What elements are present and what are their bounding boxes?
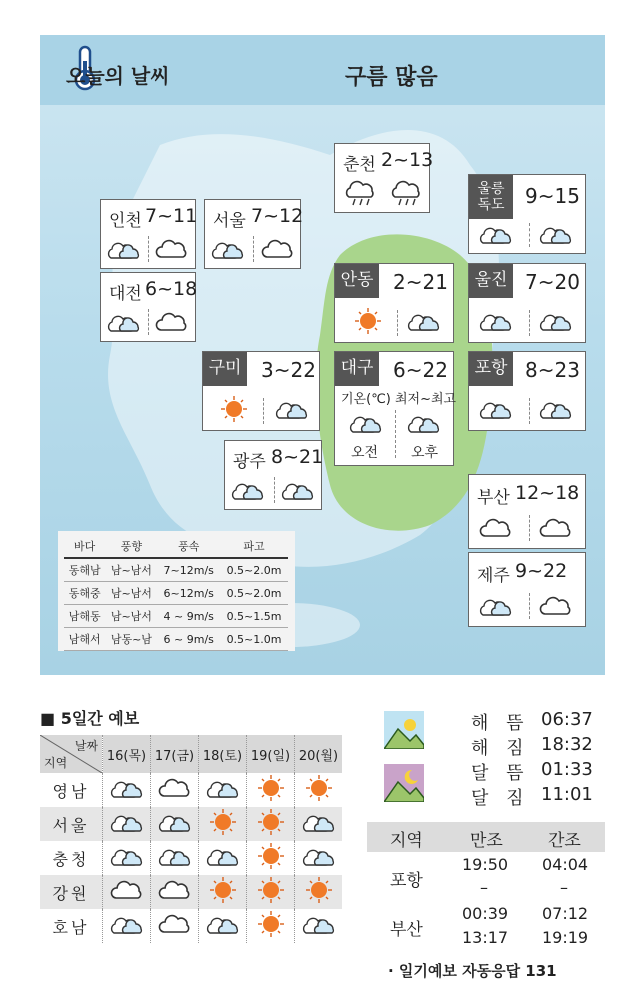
tide-header-low: 간조 — [548, 831, 581, 851]
table-cell: 0.5~1.0m — [220, 628, 288, 651]
city-temp: 7~20 — [525, 270, 580, 294]
partly-cloudy-icon — [107, 236, 141, 262]
partly-cloudy-icon — [407, 308, 441, 334]
partly-cloudy-icon — [302, 809, 336, 835]
day-header: 19(일) — [247, 735, 295, 773]
forecast-title: ■ 5일간 예보 — [40, 709, 140, 728]
table-row — [64, 558, 288, 582]
corner-header — [40, 735, 103, 773]
city-card-andong — [334, 263, 454, 343]
city-name: 부산 — [477, 488, 510, 508]
city-name: 서울 — [213, 211, 246, 231]
am-label: 오전 — [351, 445, 379, 461]
moonset-label: 달 짐 — [471, 788, 530, 809]
partly-cloudy-icon — [479, 221, 513, 247]
table-cell: 6 ~ 9m/s — [157, 628, 220, 651]
city-temp: 3~22 — [261, 358, 316, 382]
sun-icon — [254, 911, 288, 937]
partly-cloudy-icon — [206, 911, 240, 937]
region-name: 충청 — [52, 849, 90, 869]
cloud-icon — [158, 877, 192, 903]
day-header: 20(월) — [295, 735, 343, 773]
partly-cloudy-icon — [539, 308, 573, 334]
partly-cloudy-icon — [539, 221, 573, 247]
city-name: 대전 — [109, 284, 142, 304]
cloud-icon — [155, 236, 189, 262]
forecast-row — [40, 807, 342, 841]
partly-cloudy-icon — [206, 843, 240, 869]
table-row — [64, 628, 288, 651]
tide-header-region: 지역 — [390, 831, 423, 851]
sun-icon — [206, 809, 240, 835]
city-card-daegu — [334, 351, 457, 466]
table-cell: 동해남 — [64, 558, 105, 582]
day-header: 16(목) — [103, 735, 151, 773]
partly-cloudy-icon — [479, 396, 513, 422]
city-temp: 6~22 — [393, 358, 448, 382]
table-cell: 남동~남 — [105, 628, 157, 651]
cloud-icon — [539, 515, 573, 541]
sun-icon — [254, 809, 288, 835]
sunrise-icon — [384, 711, 424, 749]
city-name: 울릉 독도 — [469, 175, 513, 219]
partly-cloudy-icon — [302, 911, 336, 937]
partly-cloudy-icon — [110, 911, 144, 937]
forecast-row — [40, 773, 342, 807]
tide-header-high: 만조 — [470, 831, 503, 851]
five-day-forecast-table — [40, 735, 342, 943]
city-name: 안동 — [335, 264, 379, 298]
forecast-row — [40, 909, 342, 943]
partly-cloudy-icon — [479, 593, 513, 619]
tide-high-1: 00:39 — [462, 904, 509, 923]
temp-legend: 기온(℃) 최저~최고 — [341, 392, 457, 407]
table-cell: 6~12m/s — [157, 582, 220, 605]
tide-low-1: 07:12 — [542, 904, 589, 923]
partly-cloudy-icon — [349, 410, 383, 436]
city-temp: 9~15 — [525, 184, 580, 208]
city-name: 제주 — [477, 566, 510, 586]
city-temp: 6~18 — [145, 278, 198, 300]
cloud-icon — [158, 775, 192, 801]
partly-cloudy-icon — [539, 396, 573, 422]
sky-condition: 구름 많음 — [345, 65, 438, 90]
city-temp: 2~13 — [381, 149, 434, 171]
header-cell: 풍속 — [157, 535, 220, 558]
city-temp: 9~22 — [515, 560, 568, 582]
sunrise-time: 06:37 — [541, 709, 593, 730]
moonrise-label: 달 뜸 — [471, 763, 530, 784]
cloud-icon — [479, 515, 513, 541]
city-name: 춘천 — [343, 155, 376, 175]
city-card-gwangju — [224, 440, 322, 510]
partly-cloudy-icon — [110, 809, 144, 835]
cloud-icon — [110, 877, 144, 903]
partly-cloudy-icon — [107, 309, 141, 335]
city-temp: 8~21 — [271, 446, 324, 468]
tide-high-1: 19:50 — [462, 855, 509, 874]
table-cell: 0.5~2.0m — [220, 558, 288, 582]
cloud-icon — [158, 911, 192, 937]
tide-region: 부산 — [390, 920, 423, 940]
cloud-icon — [261, 236, 295, 262]
region-name: 호남 — [52, 917, 90, 937]
tide-low-2: 19:19 — [542, 928, 589, 947]
tide-high-2: – — [480, 878, 488, 897]
partly-cloudy-icon — [158, 809, 192, 835]
table-cell: 동해중 — [64, 582, 105, 605]
sun-icon — [206, 877, 240, 903]
tide-low-2: – — [560, 878, 568, 897]
moonrise-time: 01:33 — [541, 759, 593, 780]
partly-cloudy-icon — [281, 477, 315, 503]
tide-low-1: 04:04 — [542, 855, 589, 874]
partly-cloudy-icon — [211, 236, 245, 262]
partly-cloudy-icon — [479, 308, 513, 334]
sea-table-header — [64, 535, 288, 558]
city-name: 광주 — [233, 452, 266, 472]
table-cell: 남해서 — [64, 628, 105, 651]
sea-conditions-table — [58, 531, 295, 651]
region-label: 지역 — [44, 756, 68, 770]
moonrise-icon — [384, 764, 424, 802]
day-header: 17(금) — [151, 735, 199, 773]
forecast-row — [40, 875, 342, 909]
sun-icon — [351, 308, 385, 334]
table-cell: 남~남서 — [105, 605, 157, 628]
city-card-seoul — [204, 199, 304, 269]
sun-icon — [217, 396, 251, 422]
city-name: 대구 — [335, 352, 379, 386]
rain-cloud-icon — [389, 180, 423, 206]
tide-high-2: 13:17 — [462, 928, 509, 947]
sunrise-label: 해 뜸 — [471, 713, 530, 734]
forecast-row — [40, 841, 342, 875]
city-card-incheon — [100, 199, 196, 269]
city-temp: 12~18 — [515, 482, 580, 504]
region-name: 영남 — [52, 781, 90, 801]
table-cell: 0.5~2.0m — [220, 582, 288, 605]
ars-info: · 일기예보 자동응답 131 — [388, 962, 557, 980]
city-name: 포항 — [469, 352, 513, 386]
city-card-uljin — [468, 263, 586, 343]
city-temp: 8~23 — [525, 358, 580, 382]
cloud-icon — [539, 593, 573, 619]
city-card-busan — [468, 474, 586, 549]
cloud-icon — [155, 309, 189, 335]
city-card-pohang — [468, 351, 586, 431]
table-cell: 남해동 — [64, 605, 105, 628]
partly-cloudy-icon — [407, 410, 441, 436]
city-card-jeju — [468, 552, 586, 627]
table-row — [64, 605, 288, 628]
partly-cloudy-icon — [110, 843, 144, 869]
sun-icon — [302, 877, 336, 903]
sun-icon — [302, 775, 336, 801]
rain-cloud-icon — [343, 180, 377, 206]
header-cell: 풍향 — [105, 535, 157, 558]
table-cell: 남~남서 — [105, 558, 157, 582]
partly-cloudy-icon — [206, 775, 240, 801]
city-name: 구미 — [203, 352, 247, 386]
table-cell: 4 ~ 9m/s — [157, 605, 220, 628]
page-title: 오늘의 날씨 — [66, 64, 170, 88]
table-row — [64, 582, 288, 605]
city-card-chuncheon — [334, 143, 434, 213]
sunset-label: 해 짐 — [471, 738, 530, 759]
moonset-time: 11:01 — [541, 784, 593, 805]
city-card-daejeon — [100, 272, 196, 342]
header-cell: 파고 — [220, 535, 288, 558]
city-temp: 7~11 — [145, 205, 198, 227]
table-cell: 7~12m/s — [157, 558, 220, 582]
sun-icon — [254, 877, 288, 903]
table-cell: 0.5~1.5m — [220, 605, 288, 628]
partly-cloudy-icon — [275, 396, 309, 422]
day-header: 18(토) — [199, 735, 247, 773]
header-cell: 바다 — [64, 535, 105, 558]
city-temp: 7~12 — [251, 205, 304, 227]
sun-icon — [254, 843, 288, 869]
partly-cloudy-icon — [110, 775, 144, 801]
region-name: 서울 — [40, 807, 103, 841]
region-name: 강원 — [40, 875, 103, 909]
partly-cloudy-icon — [302, 843, 336, 869]
tide-region: 포항 — [390, 871, 423, 891]
city-card-gumi — [202, 351, 320, 431]
city-name: 인천 — [109, 211, 142, 231]
partly-cloudy-icon — [231, 477, 265, 503]
partly-cloudy-icon — [158, 843, 192, 869]
sunset-time: 18:32 — [541, 734, 593, 755]
city-card-ulleung — [468, 174, 586, 254]
sun-icon — [254, 775, 288, 801]
table-cell: 남~남서 — [105, 582, 157, 605]
pm-label: 오후 — [411, 445, 439, 461]
date-label: 날짜 — [74, 739, 98, 753]
city-name: 울진 — [469, 264, 513, 298]
city-temp: 2~21 — [393, 270, 448, 294]
